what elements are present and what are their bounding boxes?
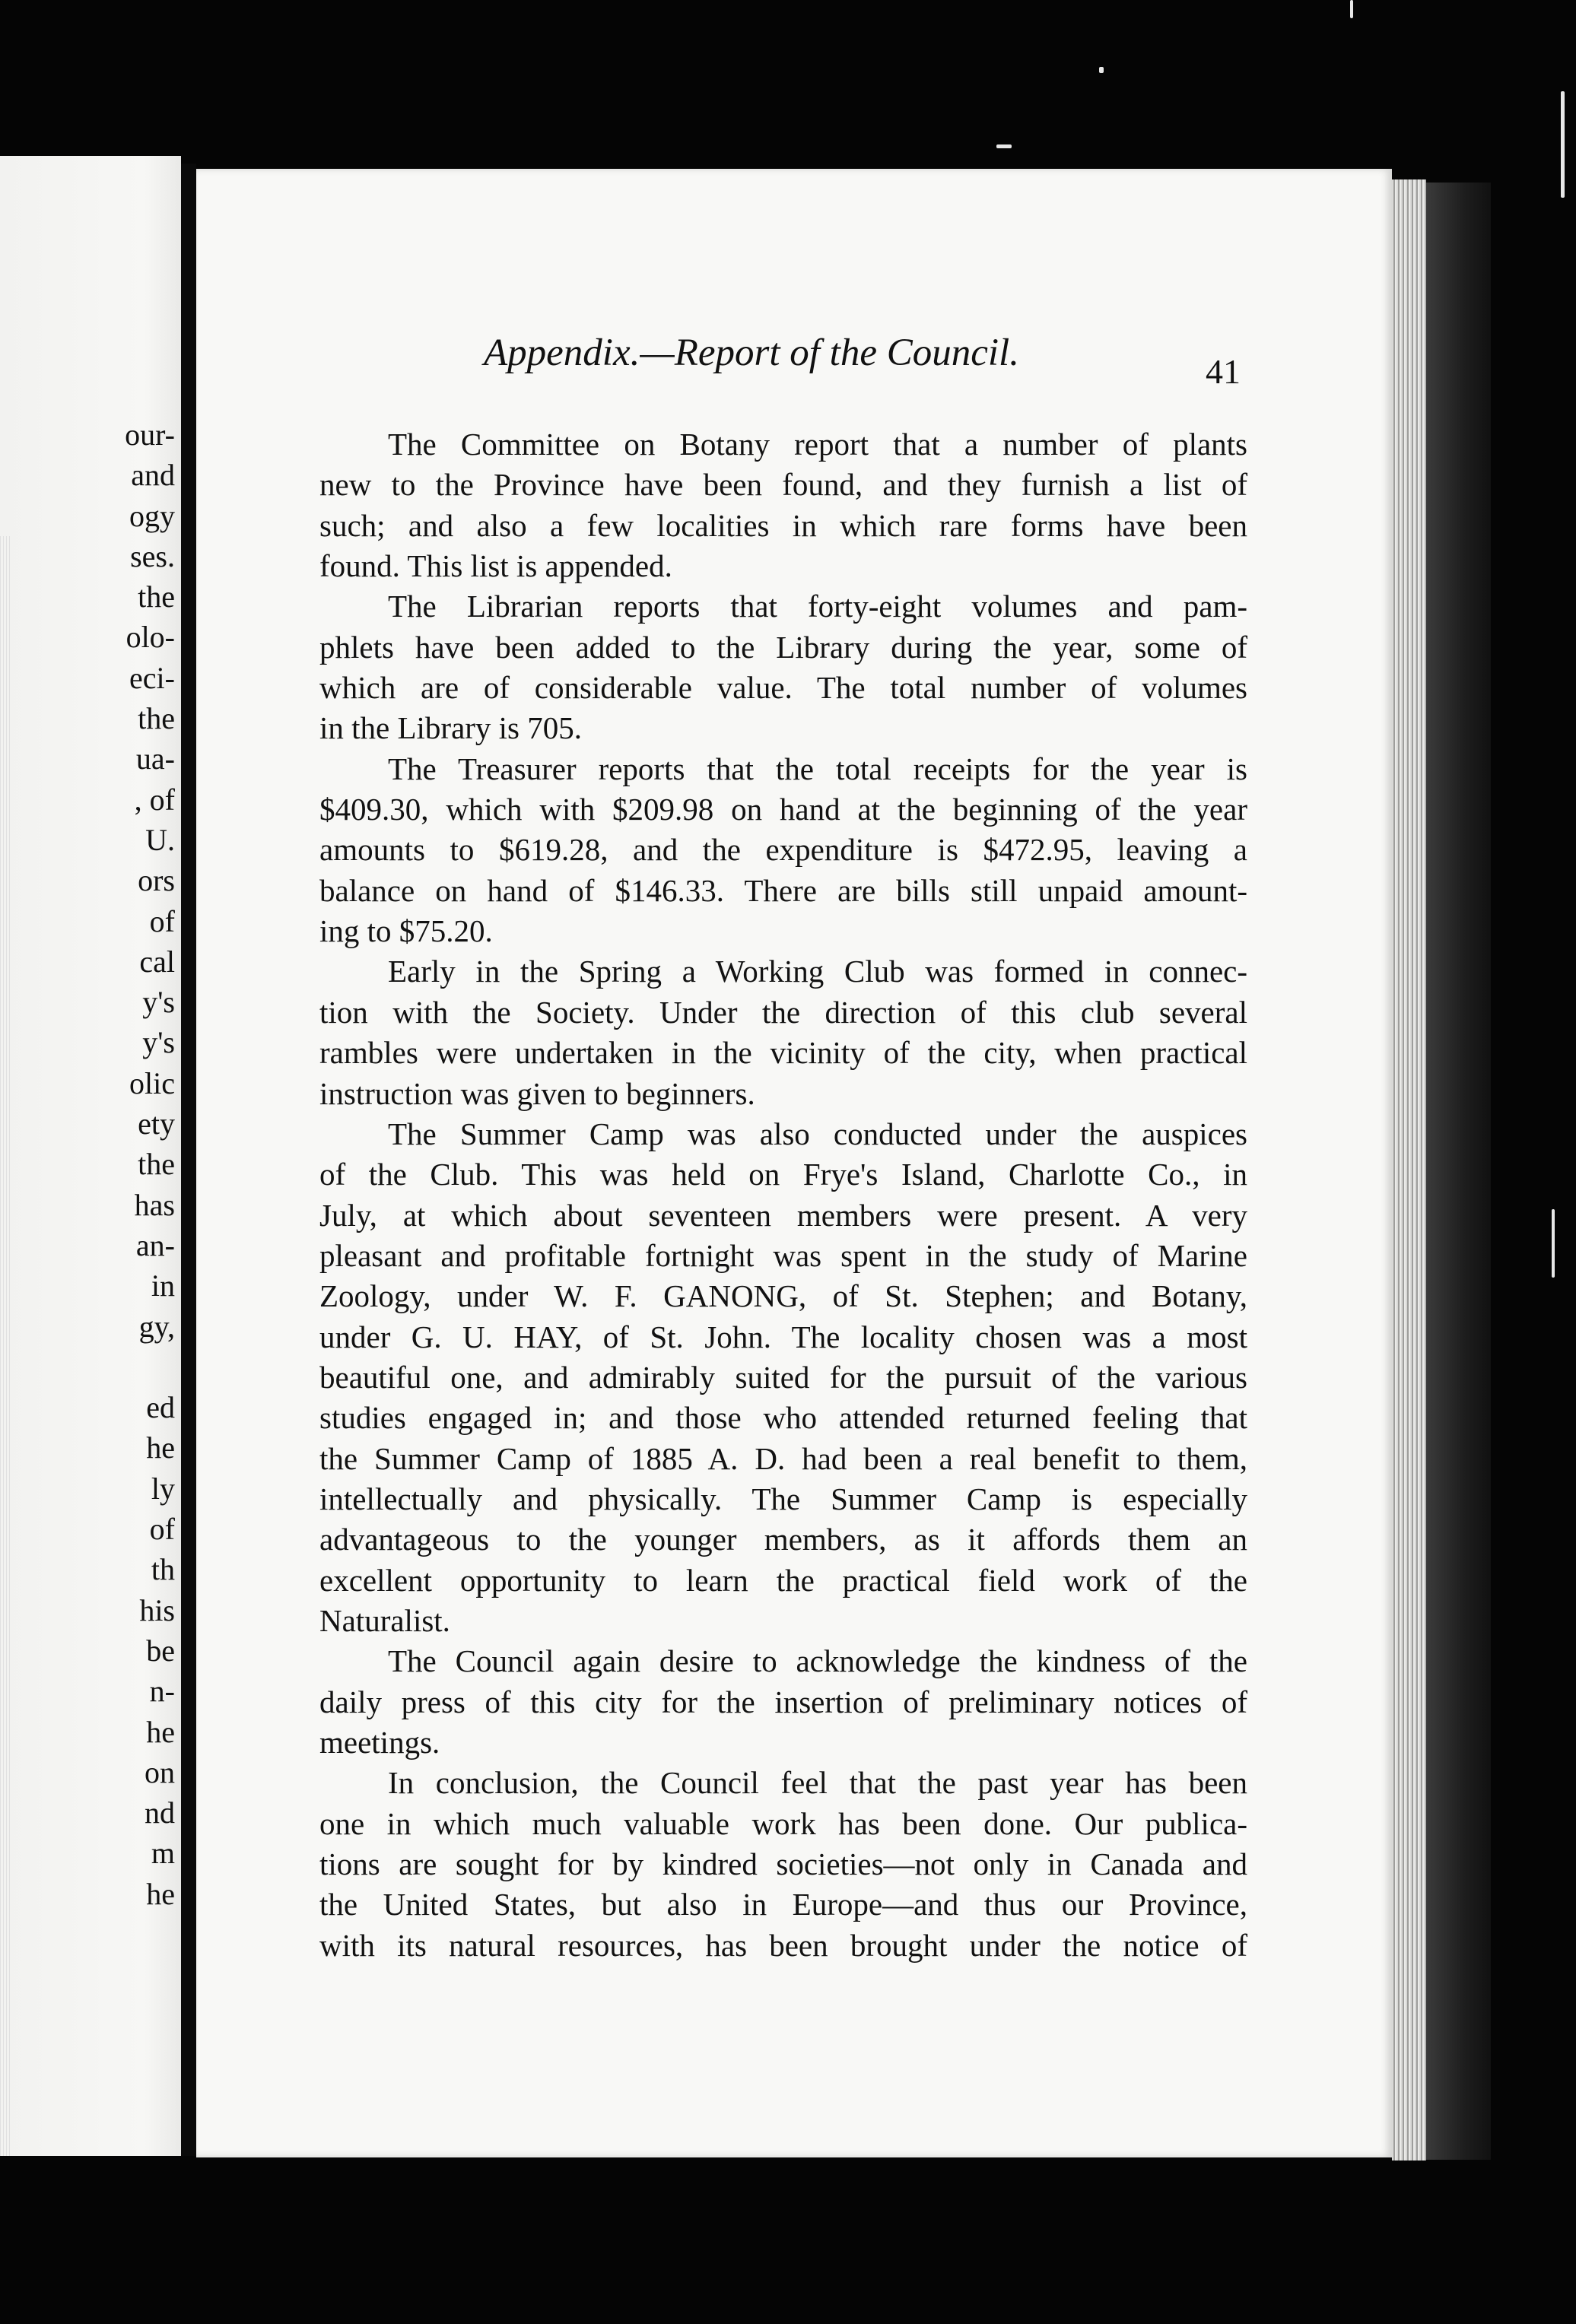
left-page-line-fragment: gy, [138,1309,175,1344]
text-line: The Summer Camp was also conducted under the auspices [388,1116,1247,1151]
left-page-line-fragment: the [138,701,175,736]
left-page-line-fragment: ogy [129,498,175,533]
text-line: amounts to $619.28, and the expenditure is $472.95, leaving a [319,832,1247,868]
left-page-line-fragment: be [146,1633,175,1668]
scan-speck [996,144,1012,148]
text-line: phlets have been added to the Library during the year, some of [319,629,1247,665]
text-line: intellectually and physically. The Summer Camp is especially [319,1481,1247,1516]
left-page-line-fragment: olic [129,1065,175,1100]
left-page-line-fragment: the [138,1147,175,1182]
left-page-line-fragment: ed [146,1390,175,1425]
left-page-line-fragment: m [151,1836,175,1871]
text-line: new to the Province have been found, and they furnish a list of [319,467,1247,503]
text-line: such; and also a few localities in which rare forms have been [319,507,1247,543]
text-line: The Council again desire to acknowledge the kindness of the [388,1643,1247,1679]
left-page-line-fragment: of [149,903,175,938]
book-cover-edge [1426,183,1491,2160]
left-page-line-fragment: ors [138,863,175,898]
text-line: under G. U. HAY, of St. John. The locality chosen was a most [319,1319,1247,1354]
text-line: in the Library is 705. [319,710,583,746]
text-line: beautiful one, and admirably suited for the pursuit of the various [319,1359,1247,1395]
text-line: rambles were undertaken in the vicinity of the city, when practical [319,1035,1247,1071]
left-page-line-fragment: he [146,1876,175,1911]
left-page-line-fragment: our- [125,417,175,452]
text-line: daily press of this city for the insertion of preliminary notices of [319,1684,1247,1719]
left-page-line-fragment: and [131,458,175,493]
left-page-line-fragment: his [139,1592,175,1627]
text-line: the Summer Camp of 1885 A. D. had been a real benefit to them, [319,1440,1247,1476]
left-page-line-fragment: ua- [135,741,175,776]
text-line: meetings. [319,1725,440,1760]
left-page-line-fragment: he [146,1430,175,1465]
text-line: Naturalist. [319,1602,450,1638]
left-page-line-fragment: th [151,1552,175,1587]
book-gutter [181,164,196,2156]
scan-speck [1561,91,1565,198]
left-page-line-fragment: U. [145,822,175,857]
text-line: balance on hand of $146.33. There are bills still unpaid amount- [319,872,1247,908]
text-line: which are of considerable value. The total number of volumes [319,670,1247,706]
running-head: Appendix.—Report of the Council. [484,332,1019,374]
left-page-line-fragment: an- [135,1227,175,1262]
scan-speck [1350,0,1353,18]
left-page-line-fragment: ly [151,1471,175,1506]
left-page-text-fragments [68,414,175,1914]
left-page-line-fragment: in [151,1268,175,1303]
text-line: In conclusion, the Council feel that the past year has been [388,1765,1247,1801]
body-text [319,424,1247,1966]
text-line: The Committee on Botany report that a number of plants [388,427,1247,462]
text-line: The Librarian reports that forty-eight volumes and pam- [388,589,1247,624]
left-page-line-fragment: eci- [129,660,175,695]
text-line: Early in the Spring a Working Club was formed in connec- [388,954,1247,989]
text-line: ing to $75.20. [319,913,493,949]
left-page-line-fragment: olo- [126,620,175,655]
text-line: July, at which about seventeen members were present. A very [319,1197,1247,1233]
text-line: The Treasurer reports that the total receipts for the year is [388,751,1247,786]
left-page-line-fragment: he [146,1714,175,1749]
text-line: found. This list is appended. [319,548,672,584]
left-page-line-fragment: the [138,579,175,614]
text-line: advantageous to the younger members, as it affords them an [319,1522,1247,1557]
text-line: studies engaged in; and those who attended returned feeling that [319,1400,1247,1436]
page-edges [1392,179,1426,2160]
text-line: with its natural resources, has been brought under the notice of [319,1927,1247,1963]
left-page-edge [0,536,11,2156]
text-line: pleasant and profitable fortnight was spent in the study of Marine [319,1237,1247,1273]
left-page-line-fragment: y's [142,1025,175,1060]
left-page-line-fragment: ety [138,1106,175,1141]
left-facing-page [0,156,181,2156]
text-line: excellent opportunity to learn the practical field work of the [319,1562,1247,1598]
left-page-line-fragment: of [149,1512,175,1547]
page-number: 41 [1206,352,1241,391]
left-page-line-fragment: n- [149,1674,175,1709]
text-line: instruction was given to beginners. [319,1075,755,1111]
left-page-line-fragment: , of [134,782,175,817]
left-page-line-fragment: ses. [130,538,175,573]
text-line: of the Club. This was held on Frye's Island, Charlotte Co., in [319,1157,1247,1192]
text-line: Zoology, under W. F. GANONG, of St. Stephen; and Botany, [319,1278,1247,1314]
text-line: one in which much valuable work has been done. Our publica- [319,1805,1247,1841]
left-page-line-fragment: nd [145,1795,175,1830]
text-line: tion with the Society. Under the direction of this club several [319,994,1247,1030]
left-page-line-fragment [68,1347,175,1387]
text-line: the United States, but also in Europe—and thus our Province, [319,1887,1247,1922]
text-line: $409.30, which with $209.98 on hand at the beginning of the year [319,792,1247,827]
scan-speck [1099,67,1104,73]
text-line: tions are sought for by kindred societies—not only in Canada and [319,1846,1247,1882]
left-page-line-fragment: y's [142,985,175,1020]
left-page-line-fragment: on [145,1754,175,1789]
left-page-line-fragment: has [134,1187,175,1222]
left-page-line-fragment: cal [139,944,175,979]
scan-speck [1552,1209,1555,1278]
